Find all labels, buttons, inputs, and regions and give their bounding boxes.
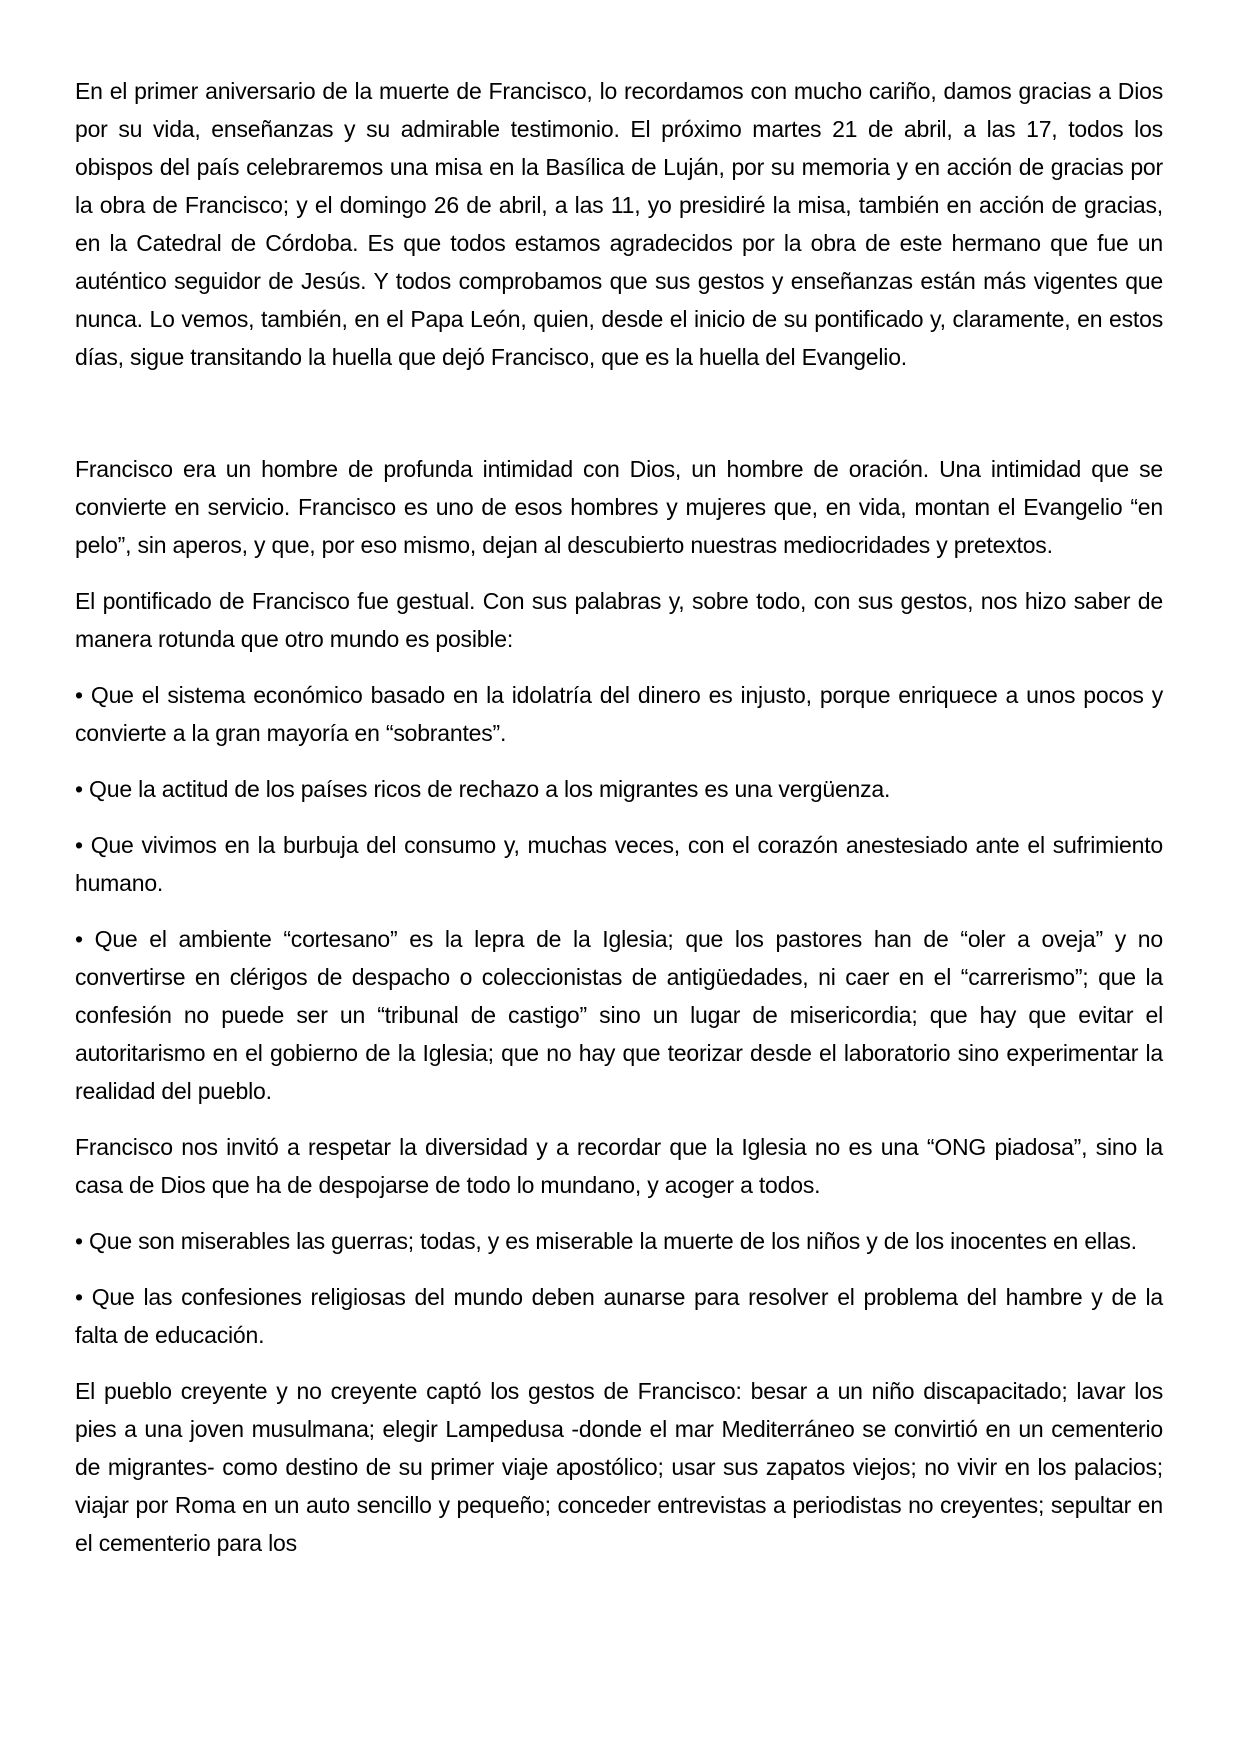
paragraph: El pontificado de Francisco fue gestual. Con sus palabras y, sobre todo, con sus gestos, nos hizo saber de manera rotunda que otro mundo es posible: (75, 588, 1163, 652)
bullet-item: • Que son miserables las guerras; todas, y es miserable la muerte de los niños y de los inocentes en ellas. (75, 1228, 1137, 1254)
paragraph: En el primer aniversario de la muerte de Francisco, lo recordamos con mucho cariño, damos gracias a Dios por su vida, enseñanzas y su admirable testimonio. El próximo martes 21 de abril, a las 17, todos los obispos del país celebraremos una misa en la Basílica de Luján, por su memoria y en acción de gracias por la obra de Francisco; y el domingo 26 de abril, a las 11, yo presidiré la misa, también en acción de gracias, en la Catedral de Córdoba. Es que todos estamos agradecidos por la obra de este hermano que fue un auténtico seguidor de Jesús. Y todos comprobamos que sus gestos y enseñanzas están más vigentes que nunca. Lo vemos, también, en el Papa León, quien, desde el inicio de su pontificado y, claramente, en estos días, sigue transitando la huella que dejó Francisco, que es la huella del Evangelio. (75, 78, 1163, 370)
bullet-item: • Que el sistema económico basado en la idolatría del dinero es injusto, porque enriquece a unos pocos y convierte a la gran mayoría en “sobrantes”. (75, 682, 1163, 746)
bullet-item: • Que las confesiones religiosas del mundo deben aunarse para resolver el problema del hambre y de la falta de educación. (75, 1284, 1163, 1348)
bullet-item: • Que vivimos en la burbuja del consumo y, muchas veces, con el corazón anestesiado ante el sufrimiento humano. (75, 832, 1163, 896)
paragraph: Francisco nos invitó a respetar la diversidad y a recordar que la Iglesia no es una “ONG piadosa”, sino la casa de Dios que ha de despojarse de todo lo mundano, y acoger a todos. (75, 1134, 1163, 1198)
bullet-item: • Que el ambiente “cortesano” es la lepra de la Iglesia; que los pastores han de “oler a oveja” y no convertirse en clérigos de despacho o coleccionistas de antigüedades, ni caer en el “carrerismo”; que la confesión no puede ser un “tribunal de castigo” sino un lugar de misericordia; que hay que evitar el autoritarismo en el gobierno de la Iglesia; que no hay que teorizar desde el laboratorio sino experimentar la realidad del pueblo. (75, 926, 1163, 1104)
paragraph: Francisco era un hombre de profunda intimidad con Dios, un hombre de oración. Una intimidad que se convierte en servicio. Francisco es uno de esos hombres y mujeres que, en vida, montan el Evangelio “en pelo”, sin aperos, y que, por eso mismo, dejan al descubierto nuestras mediocridades y pretextos. (75, 456, 1163, 558)
paragraph: El pueblo creyente y no creyente captó los gestos de Francisco: besar a un niño discapacitado; lavar los pies a una joven musulmana; elegir Lampedusa -donde el mar Mediterráneo se convirtió en un cementerio de migrantes- como destino de su primer viaje apostólico; usar sus zapatos viejos; no vivir en los palacios; viajar por Roma en un auto sencillo y pequeño; conceder entrevistas a periodistas no creyentes; sepultar en el cementerio para los (75, 1378, 1163, 1556)
paragraph-spacer (75, 394, 1163, 432)
bullet-item: • Que la actitud de los países ricos de rechazo a los migrantes es una vergüenza. (75, 776, 891, 802)
